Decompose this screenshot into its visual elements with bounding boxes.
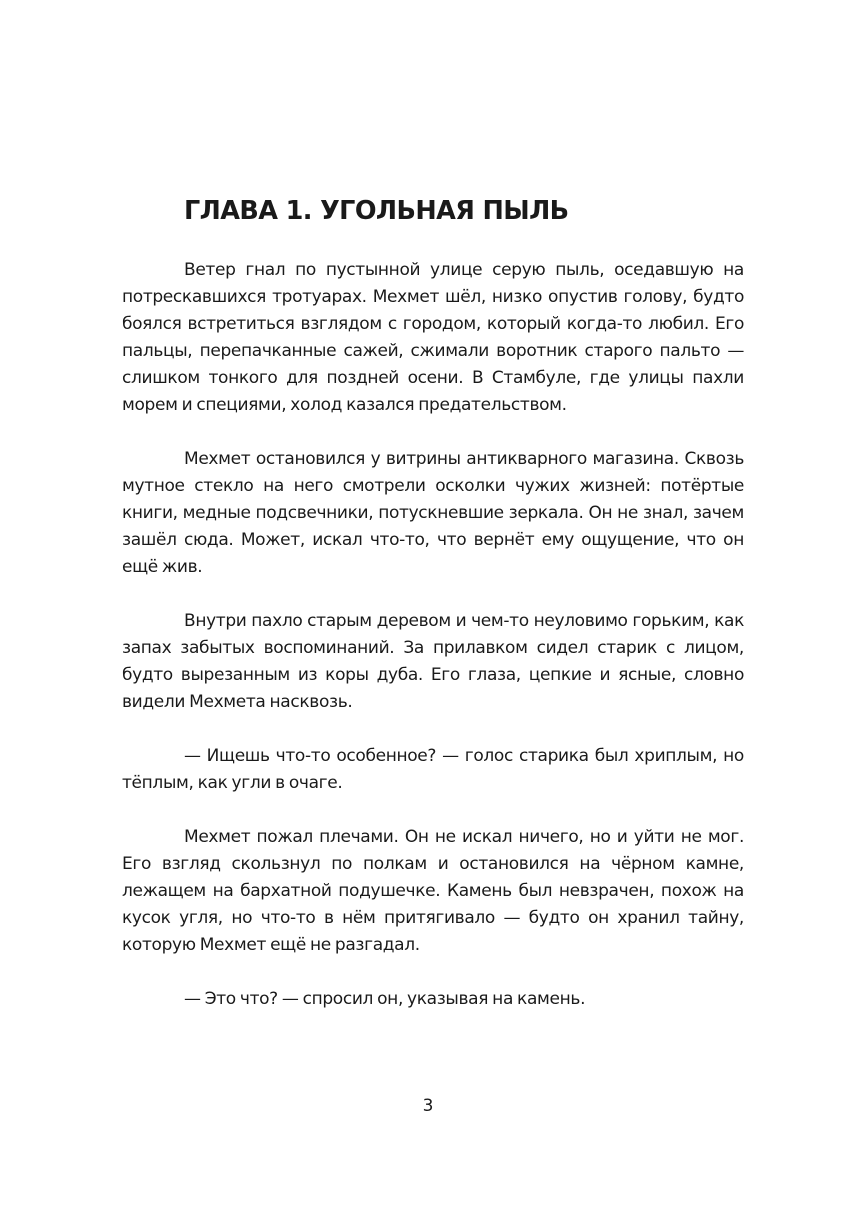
dialogue-paragraph: — Ищешь что-то особенное? — голос старика был хриплым, но тёплым, как угли в очаге.: [122, 746, 744, 793]
paragraph: Ветер гнал по пустынной улице серую пыль, оседавшую на потрескавшихся тротуарах. Мехмет шёл, низко опустив голову, будто боялся встретиться взглядом с городом, который когда-то любил. Его пальцы, перепачканные сажей, сжимали воротник старого пальто — слишком тонкого для поздней осени. В Стамбуле, где улицы пахли морем и специями, холод казался предательством.: [122, 260, 744, 415]
page-number: 3: [422, 1096, 434, 1116]
paragraph: Внутри пахло старым деревом и чем-то неуловимо горьким, как запах забытых воспоминаний. За прилавком сидел старик с лицом, будто вырезанным из коры дуба. Его глаза, цепкие и ясные, словно видели Мехмета насквозь.: [122, 611, 744, 712]
chapter-body: [122, 257, 744, 1013]
chapter-title: ГЛАВА 1. УГОЛЬНАЯ ПЫЛЬ: [184, 196, 569, 226]
paragraph: Мехмет пожал плечами. Он не искал ничего, но и уйти не мог. Его взгляд скользнул по полкам и остановился на чёрном камне, лежащем на бархатной подушечке. Камень был невзрачен, похож на кусок угля, но что-то в нём притягивало — будто он хранил тайну, которую Мехмет ещё не разгадал.: [122, 827, 744, 955]
dialogue-paragraph: — Это что? — спросил он, указывая на камень.: [184, 989, 586, 1009]
paragraph: Мехмет остановился у витрины антикварного магазина. Сквозь мутное стекло на него смотрели осколки чужих жизней: потёртые книги, медные подсвечники, потускневшие зеркала. Он не знал, зачем зашёл сюда. Может, искал что-то, что вернёт ему ощущение, что он ещё жив.: [122, 449, 744, 577]
